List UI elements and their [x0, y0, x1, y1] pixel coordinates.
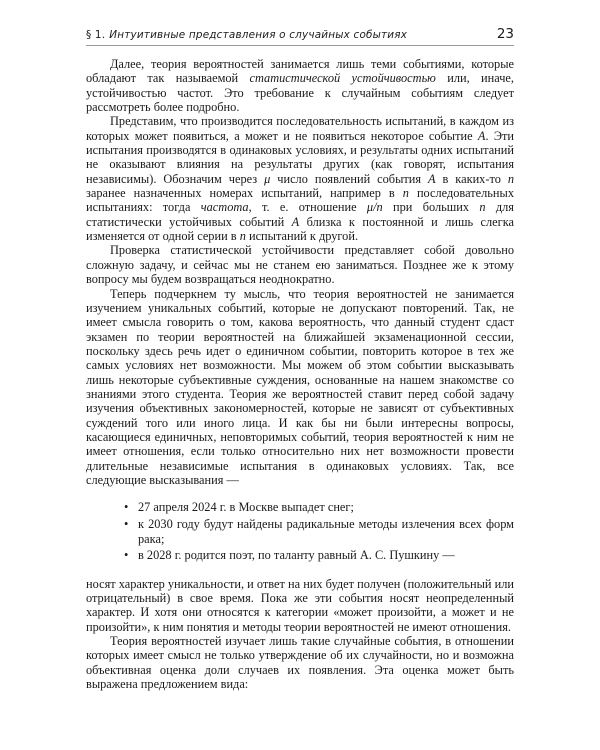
body-text: Теперь подчеркнем ту мысль, что теория вероятностей не занимается изучением уникальных событий, которые не допускают повторений. Так, не имеет смысла говорить о том, какова вероятность, что данный студент сдаст экзамен по теории вероятностей на ближайшей экзаменационной сессии, поскольку здесь речь идет о единичном событии, повторить которое в тех же самых условиях нет возможности. Мы можем об этом событии высказывать лишь некоторые субъективные суждения, основанные на нашем знакомстве со знаниями этого студента. Теория же вероятностей ставит перед собой задачу изучения объективных закономерностей, которые не зависят от субъективных суждений того или иного лица. И как бы ни были интересны вопросы, касающиеся единичных, неповторимых событий, теория вероятностей к ним не имеет отношения, если только относительно них нет возможности провести длительные независимые испытания в одинаковых условиях. Так, все следующие высказывания — [86, 286, 514, 487]
paragraph-p3 [86, 243, 514, 286]
math-symbol: A [428, 171, 436, 186]
paragraph-p5 [86, 577, 514, 634]
list-item-label: к 2030 году будут найдены радикальные методы излечения всех форм рака; [138, 517, 514, 546]
body-text: Проверка статистической устойчивости представляет собой довольно сложную задачу, и сейчас мы не станем ею заниматься. Позднее же к этому вопросу мы будем возвращаться неоднократно. [86, 243, 514, 287]
body-text: носят характер уникальности, и ответ на них будет получен (положительный или отрицательный) в свое время. Пока же эти события носят неопределенный характер. И хотя они относятся к категории «может произойти, а может и не произойти», к ним понятия и методы теории вероятностей не имеют отношения. [86, 576, 514, 634]
running-head [86, 26, 514, 42]
running-head-title [86, 29, 407, 41]
bullet-icon: • [124, 548, 129, 563]
paragraph-group-after-list [86, 577, 514, 692]
math-symbol: A [477, 128, 486, 143]
list-item [124, 500, 514, 514]
body-text: близка к постоянной и лишь слегка изменяется от одной серии в [86, 214, 514, 244]
math-symbol: μ/n [366, 200, 383, 215]
emphasis-text: частота [200, 200, 249, 215]
body-text: испытаний к другой. [245, 229, 359, 244]
section-title: Интуитивные представления о случайных событиях [109, 29, 408, 41]
paragraph-p6 [86, 634, 514, 691]
math-symbol: n [402, 186, 409, 201]
body-text: заранее назначенных номерах испытаний, например в [86, 186, 403, 201]
body-text: или, иначе, устойчивостью частот. Это требование к случайным событиям следует рассмотреть более подробно. [86, 71, 514, 115]
math-symbol: μ [264, 171, 271, 186]
body-text: Представим, что производится последовательность испытаний, в каждом из которых может появиться, а может и не появиться некоторое событие [86, 114, 514, 143]
text-block [86, 57, 514, 691]
body-text: при больших [382, 200, 480, 215]
body-text: Далее, теория вероятностей занимается лишь теми событиями, которые обладают так называемой [86, 57, 514, 86]
bullet-icon: • [124, 517, 129, 532]
emphasis-text: статистической устойчивостью [249, 71, 436, 86]
paragraph-group-before-list [86, 57, 514, 487]
math-symbol: A [291, 214, 300, 229]
body-text: для статистически устойчивых событий [86, 200, 514, 229]
body-text: в каких-то [435, 171, 508, 186]
list-item-label: в 2028 г. родится поэт, по таланту равный А. С. Пушкину — [138, 548, 455, 563]
body-text: . Эти испытания производятся в одинаковых условиях, и результаты одних испытаний не оказывают влияния на результаты других (как говорят, испытания независимы). Обозначим через [86, 128, 515, 186]
math-symbol: n [507, 171, 514, 186]
running-head-rule [86, 45, 514, 46]
section-mark: § 1. [86, 29, 106, 41]
paragraph-p1 [86, 57, 514, 114]
body-text: число появлений события [270, 171, 428, 186]
math-symbol: n [239, 229, 246, 244]
list-item [124, 517, 514, 546]
body-text: последовательных испытаниях: тогда [86, 186, 514, 215]
list-item [124, 548, 514, 562]
body-text: , т. е. отношение [248, 200, 367, 215]
list-item-label: 27 апреля 2024 г. в Москве выпадет снег; [138, 500, 354, 515]
bullet-icon: • [124, 500, 129, 515]
math-symbol: n [479, 200, 486, 215]
paragraph-p2 [86, 114, 514, 243]
bullet-list [86, 500, 514, 562]
paragraph-p4 [86, 287, 514, 488]
body-text: Теория вероятностей изучает лишь такие случайные события, в отношении которых имеет смысл не только утверждение об их случайности, но и возможна объективная оценка доли случаев их появления. Эта оценка может быть выражена предложением вида: [86, 634, 514, 692]
page-number: 23 [496, 26, 514, 42]
